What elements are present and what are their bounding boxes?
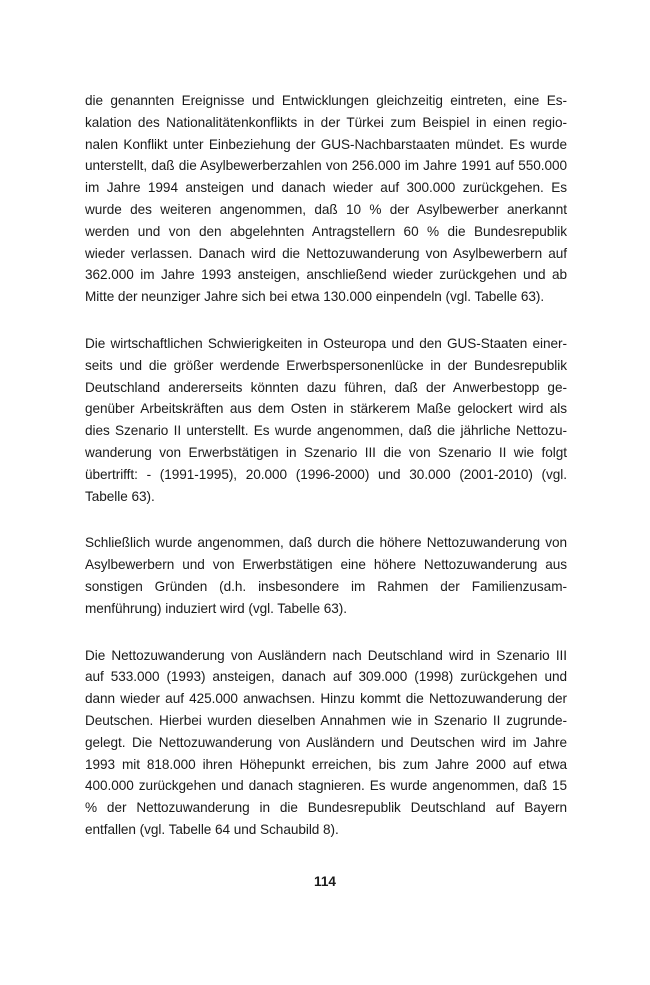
page-number: 114 (314, 874, 336, 889)
paragraph-2: Die wirtschaftlichen Schwierigkeiten in Osteuropa und den GUS-Staaten einerseits und die größer werdende Erwerbspersonenlücke in der Bundesrepublik Deutschland andererseits könnten dazu führen, daß der Anwerbestopp gegenüber Arbeitskräften aus dem Osten in stärkerem Maße gelockert wird als dies Szenario II unterstellt. Es wurde angenommen, daß die jährliche Nettozuwanderung von Erwerbstätigen in Szenario III die von Szenario II wie folgt übertrifft: - (1991-1995), 20.000 (1996-2000) und 30.000 (2001-2010) (vgl. Tabelle 63). (85, 335, 567, 504)
paragraph-1: die genannten Ereignisse und Entwicklungen gleichzeitig eintreten, eine Eskalation des Nationalitätenkonflikts in der Türkei zum Beispiel in einen regionalen Konflikt unter Einbeziehung der GUS-Nachbarstaaten mündet. Es wurde unterstellt, daß die Asylbewerberzahlen von 256.000 im Jahre 1991 auf 550.000 im Jahre 1994 ansteigen und danach wieder auf 300.000 zurückgehen. Es wurde des weiteren angenommen, daß 10 % der Asylbewerber anerkannt werden und von den abgelehnten Antragstellern 60 % die Bundesrepublik wieder verlassen. Danach wird die Nettozuwanderung von Asylbewerbern auf 362.000 im Jahre 1993 ansteigen, anschließend wieder zurückgehen und ab Mitte der neunziger Jahre sich bei etwa 130.000 einpendeln (vgl. Tabelle 63). (85, 93, 567, 305)
page-body (85, 90, 567, 866)
paragraph-4: Die Nettozuwanderung von Ausländern nach Deutschland wird in Szenario III auf 533.000 (1993) ansteigen, danach auf 309.000 (1998) zurückgehen und dann wieder auf 425.000 anwachsen. Hinzu kommt die Nettozuwanderung der Deutschen. Hierbei wurden dieselben Annahmen wie in Szenario II zugrundegelegt. Die Nettozuwanderung von Ausländern und Deutschen wird im Jahre 1993 mit 818.000 ihren Höhepunkt erreichen, bis zum Jahre 2000 auf etwa 400.000 zurückgehen und danach stagnieren. Es wurde angenommen, daß 15 % der Nettozuwanderung in die Bundesrepublik Deutschland auf Bayern entfallen (vgl. Tabelle 64 und Schaubild 8). (85, 647, 567, 837)
paragraph-3: Schließlich wurde angenommen, daß durch die höhere Nettozuwanderung von Asylbewerbern und von Erwerbstätigen eine höhere Nettozuwanderung aus sonstigen Gründen (d.h. insbesondere im Rahmen der Familienzusammenführung) induziert wird (vgl. Tabelle 63). (85, 535, 567, 616)
